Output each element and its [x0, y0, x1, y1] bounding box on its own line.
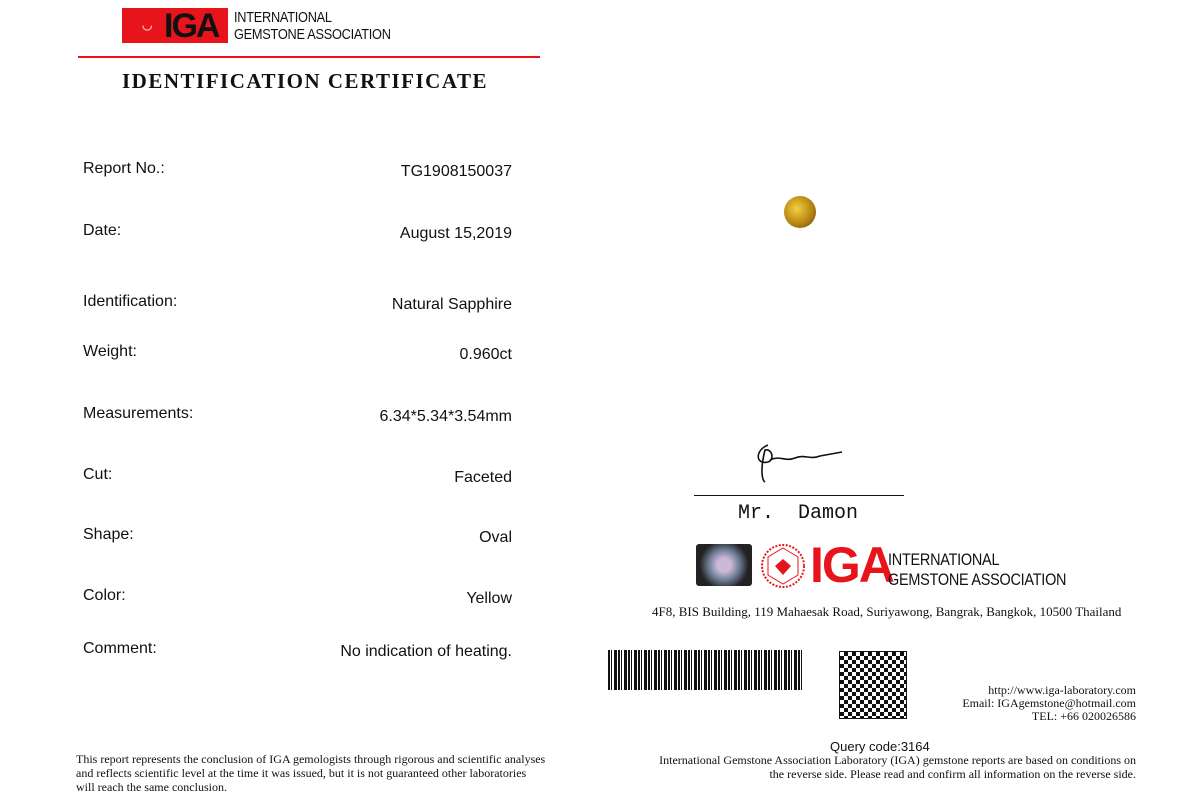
disclaimer: This report represents the conclusion of IGA gemologists through rigorous and scientific analyses and reflects scientific level at the time it was issued, but it is not guaranteed other laboratories will reach the same conclusion. — [76, 752, 546, 794]
signer-name: Mr. Damon — [738, 502, 859, 525]
iga-logo: ◡ IGA — [122, 8, 228, 43]
org-line1: INTERNATIONAL — [888, 550, 1000, 569]
hologram-sticker — [696, 544, 752, 586]
field-value: TG1908150037 — [400, 163, 512, 180]
query-code: Query code:3164 — [830, 739, 930, 754]
field-label: Weight: — [83, 343, 137, 360]
field-value: Oval — [479, 529, 512, 546]
field-label: Cut: — [83, 466, 113, 483]
org-line2: GEMSTONE ASSOCIATION — [234, 26, 391, 43]
field-label: Date: — [83, 222, 122, 239]
org-line1: INTERNATIONAL — [234, 9, 332, 26]
org-name — [234, 9, 391, 43]
address: 4F8, BIS Building, 119 Mahaesak Road, Suriyawong, Bangrak, Bangkok, 10500 Thailand — [652, 604, 1122, 619]
header-rule — [78, 56, 540, 58]
phone: TEL: +66 020026586 — [1031, 709, 1136, 723]
notice: International Gemstone Association Laboratory (IGA) gemstone reports are based on conditions on the reverse side. Please read and confirm all information on the reverse side. — [659, 753, 1136, 781]
org-line2: GEMSTONE ASSOCIATION — [888, 570, 1067, 589]
field-label: Report No.: — [83, 160, 165, 177]
field-value: Natural Sapphire — [391, 296, 512, 313]
iga-seal-icon — [760, 543, 806, 589]
gemstone-photo — [784, 196, 816, 228]
signature — [750, 440, 850, 485]
field-label: Identification: — [83, 293, 178, 310]
barcode — [608, 650, 802, 690]
org-name-bottom — [888, 550, 1066, 590]
email-link[interactable]: Email: IGAgemstone@hotmail.com — [962, 696, 1136, 710]
iga-logo-bottom: IGA — [810, 537, 893, 593]
field-value: 6.34*5.34*3.54mm — [379, 408, 512, 425]
field-label: Comment: — [83, 640, 157, 657]
field-value: August 15,2019 — [399, 225, 512, 242]
field-label: Shape: — [83, 526, 134, 543]
field-value: No indication of heating. — [340, 643, 512, 660]
field-value: Yellow — [466, 590, 512, 607]
field-label: Color: — [83, 587, 126, 604]
field-label: Measurements: — [83, 405, 194, 422]
field-value: Faceted — [454, 469, 512, 486]
website-link[interactable]: http://www.iga-laboratory.com — [988, 683, 1136, 697]
signature-line — [694, 495, 904, 496]
qr-code — [840, 652, 906, 718]
contact-info — [962, 684, 1136, 723]
gem-icon: ◡ — [142, 18, 153, 32]
field-value: 0.960ct — [459, 346, 512, 363]
page-title: IDENTIFICATION CERTIFICATE — [122, 69, 488, 93]
